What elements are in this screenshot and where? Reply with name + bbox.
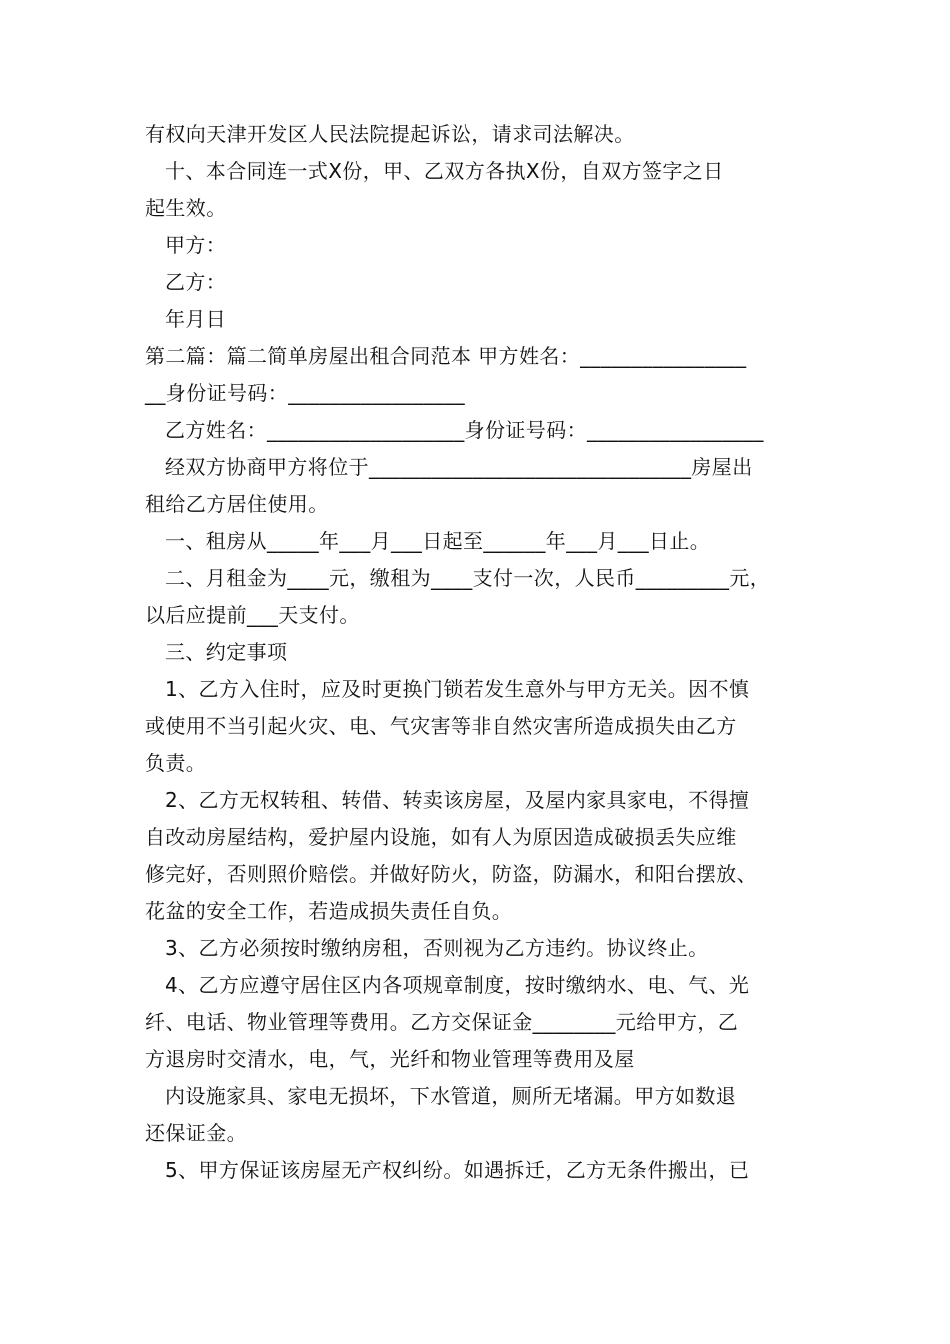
text-line: 乙方： (165, 270, 227, 294)
text-line: 2、乙方无权转租、转借、转卖该房屋，及屋内家具家电，不得擅 (165, 788, 750, 812)
text-line: 以后应提前___天支付。 (145, 603, 360, 627)
text-line: 5、甲方保证该房屋无产权纠纷。如遇拆迁，乙方无条件搬出，已 (165, 1158, 750, 1182)
text-line: 4、乙方应遵守居住区内各项规章制度，按时缴纳水、电、气、光 (165, 973, 750, 997)
text-line: 二、月租金为____元，缴租为____支付一次，人民币_________元， (165, 566, 771, 590)
text-line: 1、乙方入住时，应及时更换门锁若发生意外与甲方无关。因不慎 (165, 677, 750, 701)
text-line: 或使用不当引起火灾、电、气灾害等非自然灾害所造成损失由乙方 (145, 714, 737, 738)
text-line: __身份证号码：_________________ (145, 381, 465, 405)
text-line: 第二篇：篇二简单房屋出租合同范本 甲方姓名：________________ (145, 344, 747, 368)
text-line: 经双方协商甲方将位于_______________________________房屋出 (165, 455, 753, 479)
text-line: 起生效。 (145, 196, 227, 220)
text-line: 负责。 (145, 751, 207, 775)
text-line: 纤、电话、物业管理等费用。乙方交保证金________元给甲方，乙 (145, 1010, 739, 1034)
text-line: 三、约定事项 (165, 640, 288, 664)
text-line: 十、本合同连一式Ⅹ份，甲、乙双方各执Ⅹ份，自双方签字之日 (165, 159, 724, 183)
text-line: 方退房时交清水，电，气，光纤和物业管理等费用及屋 (145, 1047, 635, 1071)
document-body (145, 116, 815, 1189)
text-line: 花盆的安全工作，若造成损失责任自负。 (145, 899, 513, 923)
text-line: 甲方： (165, 233, 227, 257)
text-line: 乙方姓名：___________________身份证号码：_________________ (165, 418, 764, 442)
text-line: 有权向天津开发区人民法院提起诉讼，请求司法解决。 (145, 122, 635, 146)
text-line: 一、租房从_____年___月___日起至______年___月___日止。 (165, 529, 711, 553)
text-line: 修完好，否则照价赔偿。并做好防火，防盗，防漏水，和阳台摆放、 (145, 862, 757, 886)
text-line: 年月日 (165, 307, 227, 331)
text-line: 租给乙方居住使用。 (145, 492, 329, 516)
text-line: 3、乙方必须按时缴纳房租，否则视为乙方违约。协议终止。 (165, 936, 709, 960)
text-line: 内设施家具、家电无损坏，下水管道，厕所无堵漏。甲方如数退 (165, 1084, 737, 1108)
text-line: 自改动房屋结构，爱护屋内设施，如有人为原因造成破损丢失应维 (145, 825, 737, 849)
text-line: 还保证金。 (145, 1121, 247, 1145)
